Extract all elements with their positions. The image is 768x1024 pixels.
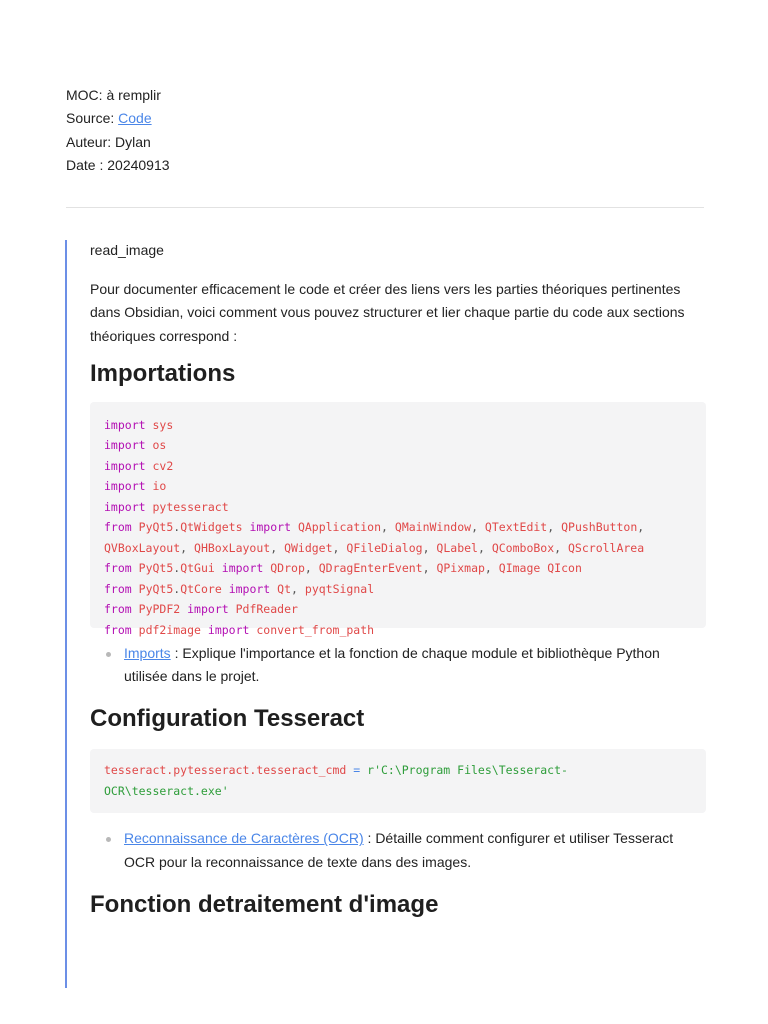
author-line xyxy=(66,131,170,154)
tesseract-bullet-list xyxy=(90,827,706,874)
heading-configuration-tesseract: Configuration Tesseract xyxy=(90,705,365,733)
source-label: Source: xyxy=(66,110,115,127)
blockquote-content xyxy=(90,239,706,921)
date-line xyxy=(66,154,170,177)
blockquote-border xyxy=(65,240,67,988)
imports-link[interactable]: Imports xyxy=(124,644,171,661)
code-block-imports[interactable]: import sys import os import cv2 import io import pytesseract from PyQt5.QtWidgets import QApplication, QMainWindow, QTextEdit, QPushButton, QVBoxLayout, QHBoxLayout, QWidget, QFileDialog, QLabel, QComboBox, QScrollArea from PyQt5.QtGui import QDrop, QDragEnterEvent, QPixmap, QImage QIcon from PyQt5.QtCore import Qt, pyqtSignal from PyPDF2 import PdfReader from pdf2image import convert_from_path xyxy=(90,402,706,628)
bullet-dot-icon xyxy=(106,837,111,842)
list-item xyxy=(124,642,706,689)
moc-line xyxy=(66,84,170,107)
intro-paragraph: Pour documenter efficacement le code et créer des liens vers les parties théoriques pertinentes dans Obsidian, voici comment vous pouvez structurer et lier chaque partie du code aux sections théoriques correspond : xyxy=(90,281,685,344)
date-value: 20240913 xyxy=(107,156,170,173)
horizontal-rule xyxy=(66,207,704,208)
ocr-link[interactable]: Reconnaissance de Caractères (OCR) xyxy=(124,830,364,847)
bullet-text: : Détaille comment configurer et utiliser Tesseract OCR pour la reconnaissance de texte dans des images. xyxy=(124,830,674,870)
moc-label: MOC: xyxy=(66,87,103,103)
heading-fonction-traitement: Fonction detraitement d'image xyxy=(90,891,439,919)
heading-importations: Importations xyxy=(90,359,236,387)
source-line xyxy=(66,107,170,130)
source-link[interactable]: Code xyxy=(118,110,152,127)
bullet-text: : Explique l'importance et la fonction de chaque module et bibliothèque Python utilisée dans le projet. xyxy=(124,644,660,685)
author-value: Dylan xyxy=(115,133,151,150)
note-tag: read_image xyxy=(90,242,164,258)
frontmatter xyxy=(66,84,170,177)
author-label: Auteur: xyxy=(66,133,112,150)
imports-bullet-list xyxy=(90,642,706,689)
bullet-dot-icon xyxy=(106,652,111,657)
moc-value: à remplir xyxy=(106,87,161,103)
date-label: Date : xyxy=(66,156,104,173)
list-item xyxy=(124,827,706,874)
code-block-tesseract[interactable]: tesseract.pytesseract.tesseract_cmd = r'C:\Program Files\Tesseract- OCR\tesseract.exe' xyxy=(90,749,706,813)
